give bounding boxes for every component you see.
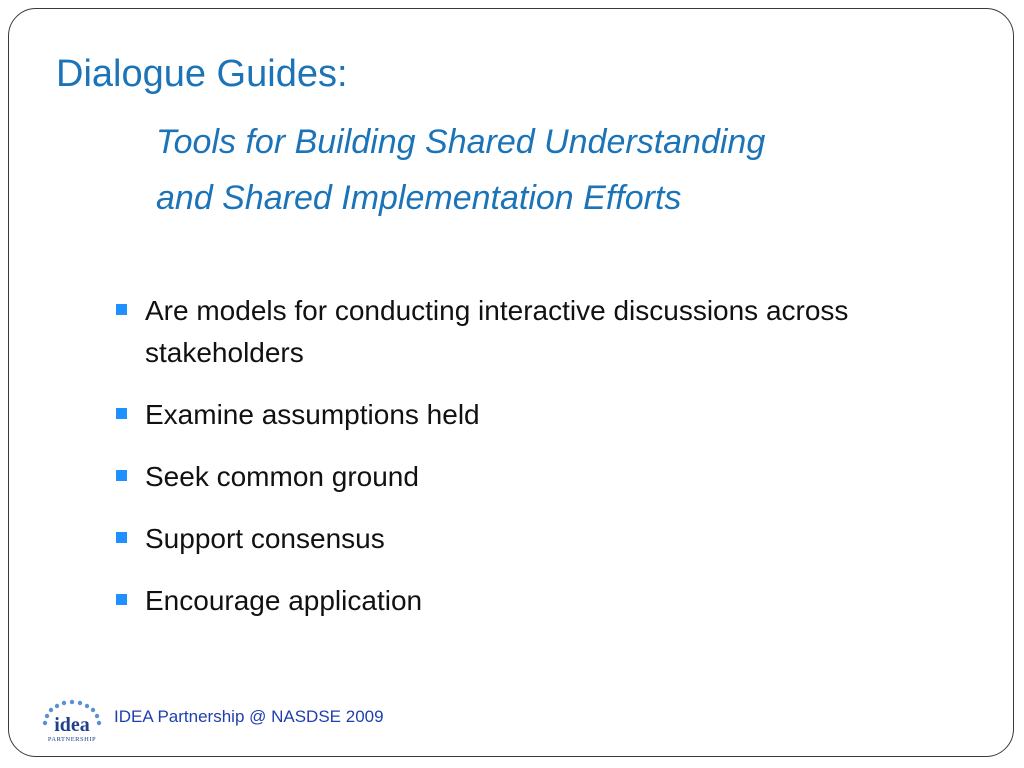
idea-partnership-logo-icon xyxy=(34,695,110,745)
bullet-item xyxy=(116,518,916,560)
square-bullet-icon xyxy=(116,470,127,481)
logo-graphic xyxy=(34,695,110,745)
slide-title: Dialogue Guides: xyxy=(56,53,348,95)
square-bullet-icon xyxy=(116,532,127,543)
square-bullet-icon xyxy=(116,304,127,315)
subtitle-line: and Shared Implementation Efforts xyxy=(156,179,682,217)
footer-text: IDEA Partnership @ NASDSE 2009 xyxy=(114,707,384,726)
bullet-item xyxy=(116,290,916,374)
bullet-list xyxy=(116,290,916,642)
bullet-text: Encourage application xyxy=(145,585,423,616)
square-bullet-icon xyxy=(116,594,127,605)
bullet-text: Support consensus xyxy=(145,523,385,554)
subtitle-line: Tools for Building Shared Understanding xyxy=(156,123,766,161)
logo-word: idea xyxy=(54,714,90,736)
square-bullet-icon xyxy=(116,408,127,419)
bullet-item xyxy=(116,394,916,436)
bullet-text: Examine assumptions held xyxy=(145,399,480,430)
slide-subtitle xyxy=(156,114,765,226)
bullet-item xyxy=(116,580,916,622)
bullet-text: Are models for conducting interactive discussions across stakeholders xyxy=(145,295,849,368)
logo-tagline: PARTNERSHIP xyxy=(47,736,97,743)
bullet-item xyxy=(116,456,916,498)
bullet-text: Seek common ground xyxy=(145,461,419,492)
